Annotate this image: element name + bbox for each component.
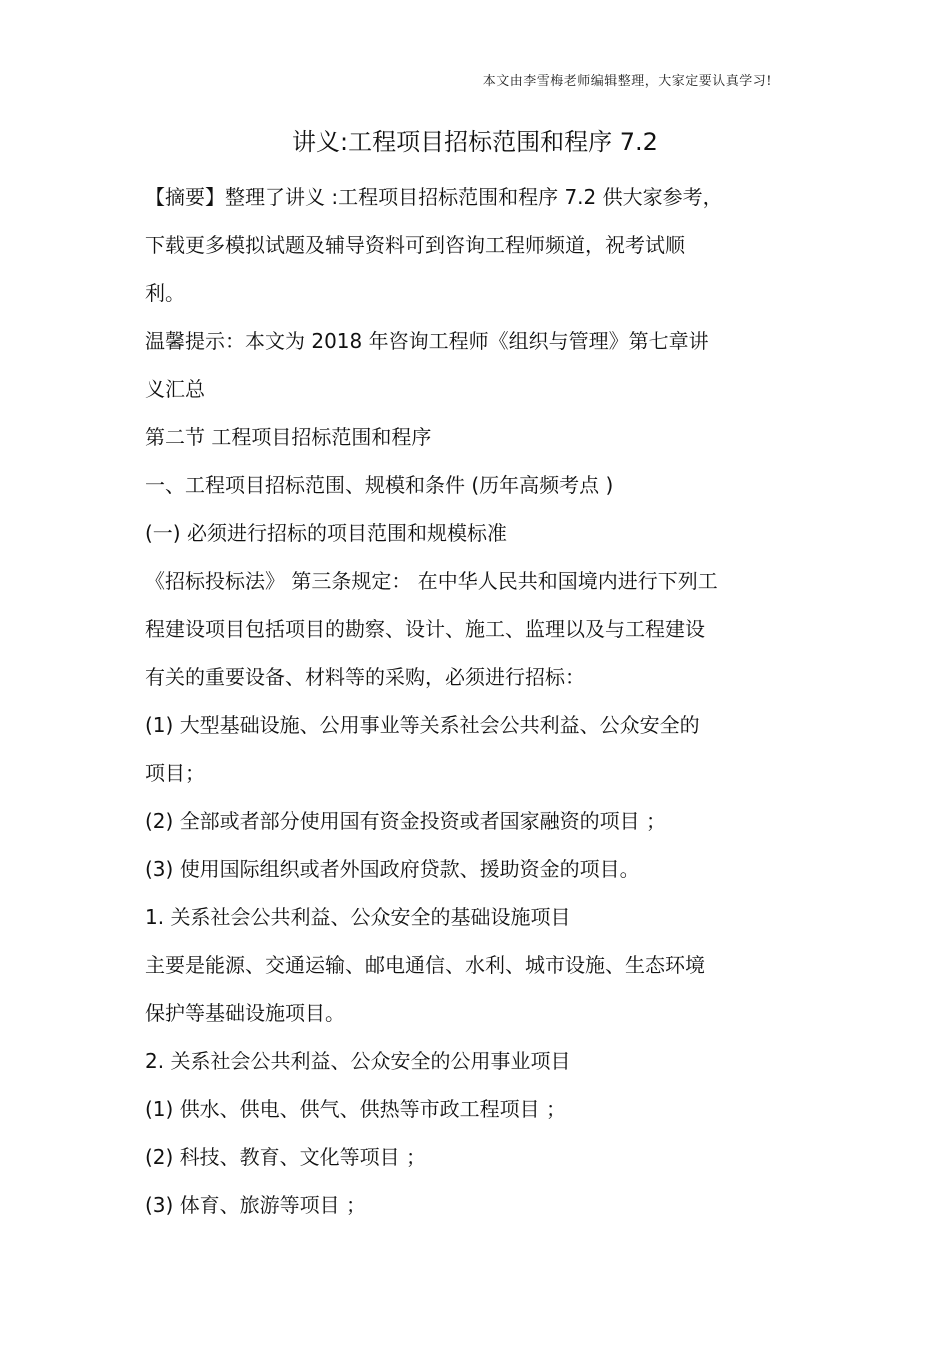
numbered-heading: 1. 关系社会公共利益、公众安全的基础设施项目 [145,905,571,929]
tip-line-1: 温馨提示：本文为 2018 年咨询工程师《组织与管理》第七章讲 [145,329,709,353]
numbered-heading: 2. 关系社会公共利益、公众安全的公用事业项目 [145,1049,571,1073]
list-item: (3) 体育、旅游等项目 ； [145,1193,367,1217]
list-item: (1) 供水、供电、供气、供热等市政工程项目 ； [145,1097,567,1121]
abstract-line-3: 利。 [145,281,185,305]
abstract-line-1: 【摘要】整理了讲义 :工程项目招标范围和程序 7.2 供大家参考， [145,185,723,209]
paragraph-line: 保护等基础设施项目。 [145,1001,345,1025]
list-item-continuation: 项目； [145,761,205,785]
paragraph-line: 有关的重要设备、材料等的采购，必须进行招标： [145,665,585,689]
document-body [145,176,805,1232]
abstract-line-2: 下载更多模拟试题及辅导资料可到咨询工程师频道，祝考试顺 [145,233,685,257]
paragraph-line: 主要是能源、交通运输、邮电通信、水利、城市设施、生态环境 [145,953,705,977]
list-item: (2) 科技、教育、文化等项目 ； [145,1145,427,1169]
tip-line-2: 义汇总 [145,377,205,401]
subsection-heading: 一、工程项目招标范围、规模和条件 (历年高频考点 ) [145,473,614,497]
header-note: 本文由李雪梅老师编辑整理，大家定要认真学习! [482,74,772,89]
page-title: 讲义:工程项目招标范围和程序 7.2 [292,128,658,156]
list-item: (2) 全部或者部分使用国有资金投资或者国家融资的项目 ； [145,809,667,833]
sub-subsection-heading: (一) 必须进行招标的项目范围和规模标准 [145,521,507,545]
paragraph-line: 《招标投标法》 第三条规定： 在中华人民共和国境内进行下列工 [145,569,718,593]
section-heading: 第二节 工程项目招标范围和程序 [145,425,432,449]
paragraph-line: 程建设项目包括项目的勘察、设计、施工、监理以及与工程建设 [145,617,705,641]
list-item: (1) 大型基础设施、公用事业等关系社会公共利益、公众安全的 [145,713,700,737]
list-item: (3) 使用国际组织或者外国政府贷款、援助资金的项目。 [145,857,640,881]
